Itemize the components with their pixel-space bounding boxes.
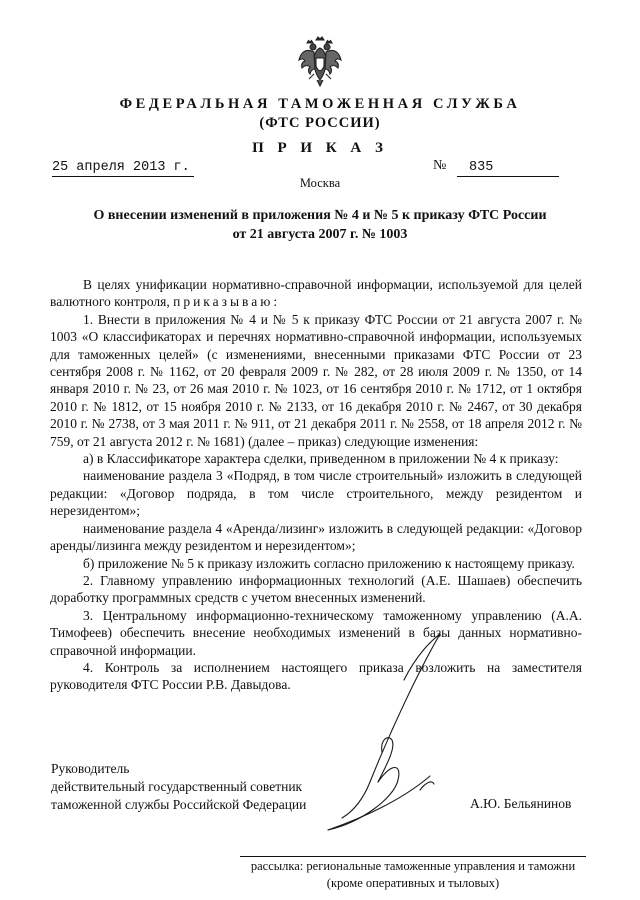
order-city: Москва [299,176,341,190]
intro-text: В целях унификации нормативно-справочной информации, используемой для целей валютного контроля, [50,277,582,310]
document-title [60,206,580,244]
order-date: 25 апреля 2013 г. [52,160,194,177]
signatory-line-3: таможенной службы Российской Федерации [51,797,307,812]
distribution-line-1: рассылка: региональные таможенные управления и таможни [250,859,576,873]
paragraph-1b: б) приложение № 5 к приказу изложить согласно приложению к настоящему приказу. [83,555,575,571]
paragraph-2: 2. Главному управлению информационных технологий (А.Е. Шашаев) обеспечить доработку программных средств с учетом внесенных изменений. [50,572,582,606]
intro-paragraph [50,276,582,311]
signatory-name: А.Ю. Бельянинов [470,796,572,811]
title-line-2: от 21 августа 2007 г. № 1003 [232,227,408,242]
paragraph-1a-section-3: наименование раздела 3 «Подряд, в том числе строительный» изложить в следующей редакции: «Договор подряда, в том числе строительного, между резидентом и нерезидентом»; [50,468,582,519]
russian-coat-of-arms-icon [296,34,344,88]
title-line-1: О внесении изменений в приложения № 4 и № 5 к приказу ФТС России [93,208,547,223]
agency-short-name: (ФТС РОССИИ) [259,115,381,131]
paragraph-1a: а) в Классификаторе характера сделки, приведенном в приложении № 4 к приказу: [83,451,559,467]
signatory-title [51,760,306,814]
paragraph-1: 1. Внести в приложения № 4 и № 5 к приказу ФТС России от 21 августа 2007 г. № 1003 «О классификаторах и перечнях нормативно-справочной информации, используемых для таможенных целей» (с изменениями, внесенными приказами ФТС России от 23 сентября 2008 г. № 1162, от 20 февраля 2009 г. № 282, от 28 июля 2009 г. № 1350, от 14 января 2010 г. № 23, от 26 мая 2010 г. № 1023, от 16 сентября 2010 г. № 1712, от 1 октября 2010 г. № 1812, от 15 ноября 2010 г. № 2133, от 16 декабря 2010 г. № 2467, от 30 декабря 2010 г. № 2738, от 3 мая 2011 г. № 911, от 21 декабря 2011 г. № 2558, от 18 апреля 2012 г. № 759, от 21 августа 2012 г. № 1681) (далее – приказ) следующие изменения: [50,311,582,449]
distribution-line-2: (кроме оперативных и тыловых) [326,876,500,890]
distribution-list [240,858,586,892]
signatory-line-2: действительный государственный советник [51,779,303,794]
document-type: П Р И К А З [252,140,388,156]
paragraph-1a-section-4: наименование раздела 4 «Аренда/лизинг» изложить в следующей редакции: «Договор аренды/лизинга между резидентом и нерезидентом»; [50,520,582,554]
distribution-divider [240,856,586,857]
paragraph-4: 4. Контроль за исполнением настоящего приказа возложить на заместителя руководителя ФТС России Р.В. Давыдова. [50,659,582,693]
paragraph-3: 3. Центральному информационно-техническому таможенному управлению (А.А. Тимофеев) обеспечить внесение необходимых изменений в базы данных нормативно-справочной информации. [50,607,582,658]
order-number-label: № [433,158,447,173]
signatory-line-1: Руководитель [51,761,130,776]
agency-name: ФЕДЕРАЛЬНАЯ ТАМОЖЕННАЯ СЛУЖБА [119,96,521,112]
order-number: 835 [457,160,559,177]
order-word: приказываю: [173,294,281,310]
